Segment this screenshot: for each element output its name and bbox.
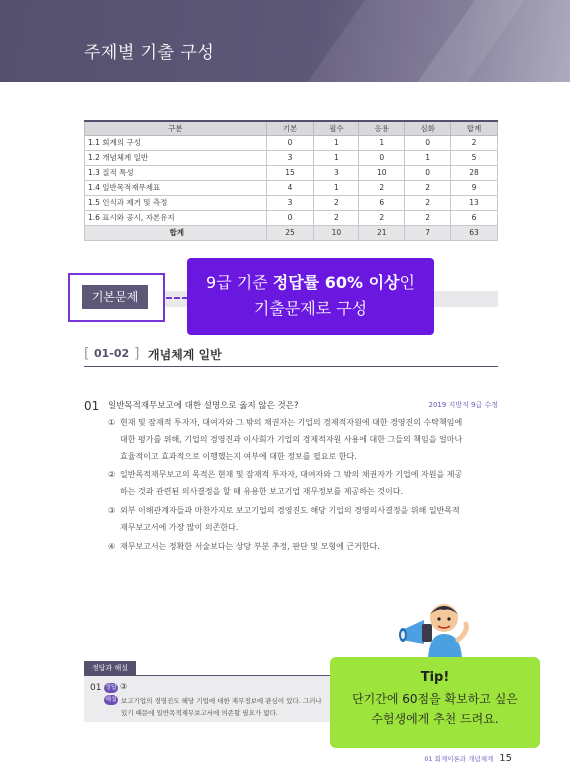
table-cell: 1.5 인식과 제거 및 측정	[85, 195, 267, 210]
table-cell: 1.6 표시와 공시, 자본유지	[85, 210, 267, 225]
answer-explanation	[121, 695, 331, 719]
page-footer	[424, 753, 512, 764]
table-row	[85, 165, 498, 180]
question-text: 일반목적재무보고에 대한 설명으로 옳지 않은 것은?	[108, 401, 299, 411]
table-cell: 1	[314, 135, 359, 150]
table-row	[85, 195, 498, 210]
table-cell: 합계	[85, 225, 267, 240]
table-cell: 63	[451, 225, 498, 240]
section-heading	[84, 343, 498, 367]
table-cell: 2	[314, 210, 359, 225]
table-cell: 4	[266, 180, 314, 195]
table-cell: 5	[451, 150, 498, 165]
dashed-connector	[166, 297, 188, 299]
explanation-pill: 해설	[105, 696, 117, 703]
option-1	[108, 414, 498, 465]
question-number: 01	[84, 399, 100, 413]
mascot-megaphone-icon	[398, 600, 478, 662]
question-source: 2019 지방직 9급 수정	[428, 401, 498, 409]
answer-value: ③	[120, 682, 128, 691]
table-cell: 2	[405, 180, 451, 195]
callout-box	[187, 258, 434, 335]
table-cell: 3	[314, 165, 359, 180]
table-cell: 2	[359, 180, 405, 195]
option-line: 재무보고서에 가장 많이 의존한다.	[120, 523, 239, 532]
tip-line: 수험생에게 추천 드려요.	[371, 712, 499, 726]
table-cell: 21	[359, 225, 405, 240]
table-cell: 1	[314, 150, 359, 165]
table-cell: 0	[405, 135, 451, 150]
table-header-cell: 기본	[266, 121, 314, 135]
option-mark: ③	[108, 506, 116, 515]
table-cell: 1	[314, 180, 359, 195]
callout-text: 9급 기준	[206, 273, 273, 292]
table-cell: 1.2 개념체계 일반	[85, 150, 267, 165]
option-line: 대한 평가를 위해, 기업의 경영진과 이사회가 기업의 경제적자원 사용에 대한 그들의 책임을 얼마나	[120, 435, 463, 444]
bracket-left: [	[84, 346, 90, 362]
table-cell: 7	[405, 225, 451, 240]
table-header-row	[85, 121, 498, 135]
table-cell: 13	[451, 195, 498, 210]
table-cell: 6	[451, 210, 498, 225]
table-cell: 6	[359, 195, 405, 210]
table-row	[85, 150, 498, 165]
section-number: 01-02	[94, 347, 130, 360]
answer-pill: 정답	[105, 684, 117, 691]
table-cell: 2	[405, 210, 451, 225]
answer-tag: 정답과 해설	[84, 661, 136, 675]
callout-line1	[187, 270, 434, 296]
header-banner	[0, 0, 570, 82]
option-3	[108, 502, 498, 536]
option-2	[108, 466, 498, 500]
option-line: 일반목적재무보고의 목적은 현재 및 잠재적 투자자, 대여자와 그 밖의 채권자가 기업에 자원을 제공	[120, 470, 463, 479]
table-row	[85, 135, 498, 150]
table-cell: 3	[266, 150, 314, 165]
table-row	[85, 210, 498, 225]
table-cell: 10	[314, 225, 359, 240]
table-cell: 0	[359, 150, 405, 165]
option-mark: ④	[108, 542, 116, 551]
option-mark: ①	[108, 418, 116, 427]
callout-line2: 기출문제로 구성	[253, 299, 368, 318]
table-cell: 2	[451, 135, 498, 150]
page-number: 15	[499, 753, 512, 764]
table-cell: 9	[451, 180, 498, 195]
table-cell: 28	[451, 165, 498, 180]
answer-number: 01	[90, 683, 102, 693]
table-cell: 1.1 회계의 구성	[85, 135, 267, 150]
option-mark: ②	[108, 470, 116, 479]
table-row	[85, 180, 498, 195]
table-header-cell: 합계	[451, 121, 498, 135]
table-cell: 2	[314, 195, 359, 210]
option-line: 현재 및 잠재적 투자자, 대여자와 그 밖의 채권자는 기업의 경제적자원에 대한 경영진의 수탁책임에	[120, 418, 463, 427]
footer-chapter: 01 회계이론과 개념체계	[424, 755, 494, 763]
table-cell: 1	[359, 135, 405, 150]
basic-problem-label: 기본문제	[82, 285, 148, 309]
table-header-cell: 응용	[359, 121, 405, 135]
table-cell: 25	[266, 225, 314, 240]
page-title: 주제별 기출 구성	[84, 43, 215, 63]
section-title: 개념체계 일반	[148, 348, 222, 362]
option-4	[108, 538, 498, 555]
option-line: 외부 이해관계자들과 마찬가지로 보고기업의 경영진도 해당 기업의 경영의사결정을 위해 일반목적	[120, 506, 460, 515]
table-cell: 2	[405, 195, 451, 210]
option-line: 재무보고서는 정확한 서술보다는 상당 부분 추정, 판단 및 모형에 근거한다.	[120, 542, 380, 551]
table-cell: 0	[266, 210, 314, 225]
table-cell: 10	[359, 165, 405, 180]
tip-line: 단기간에 60점을 확보하고 싶은	[352, 692, 518, 706]
option-line: 효율적이고 효과적으로 이행했는지 여부에 대한 정보를 필요로 한다.	[120, 452, 357, 461]
table-cell: 1.3 질적 특성	[85, 165, 267, 180]
table-cell: 0	[266, 135, 314, 150]
explanation-line: 있기 때문에 일반목적재무보고서에 의존할 필요가 없다.	[121, 709, 278, 717]
callout-text: 인	[399, 273, 415, 292]
option-line: 하는 것과 관련된 의사결정을 할 때 유용한 보고기업 재무정보를 제공하는 것이다.	[120, 487, 403, 496]
table-cell: 1	[405, 150, 451, 165]
table-header-cell: 필수	[314, 121, 359, 135]
table-header-cell: 구분	[85, 121, 267, 135]
callout-bold: 정답률 60% 이상	[272, 273, 400, 292]
table-cell: 15	[266, 165, 314, 180]
bracket-right: ]	[134, 346, 140, 362]
table-cell: 0	[405, 165, 451, 180]
table-header-cell: 심화	[405, 121, 451, 135]
explanation-line: 보고기업의 경영진도 해당 기업에 대한 재무정보에 관심이 있다. 그러나	[121, 697, 322, 705]
tip-box	[330, 657, 540, 748]
table-total-row	[85, 225, 498, 240]
table-cell: 3	[266, 195, 314, 210]
table-cell: 1.4 일반목적재무제표	[85, 180, 267, 195]
tip-title: Tip!	[420, 670, 450, 685]
topic-summary-table	[84, 120, 498, 241]
table-cell: 2	[359, 210, 405, 225]
